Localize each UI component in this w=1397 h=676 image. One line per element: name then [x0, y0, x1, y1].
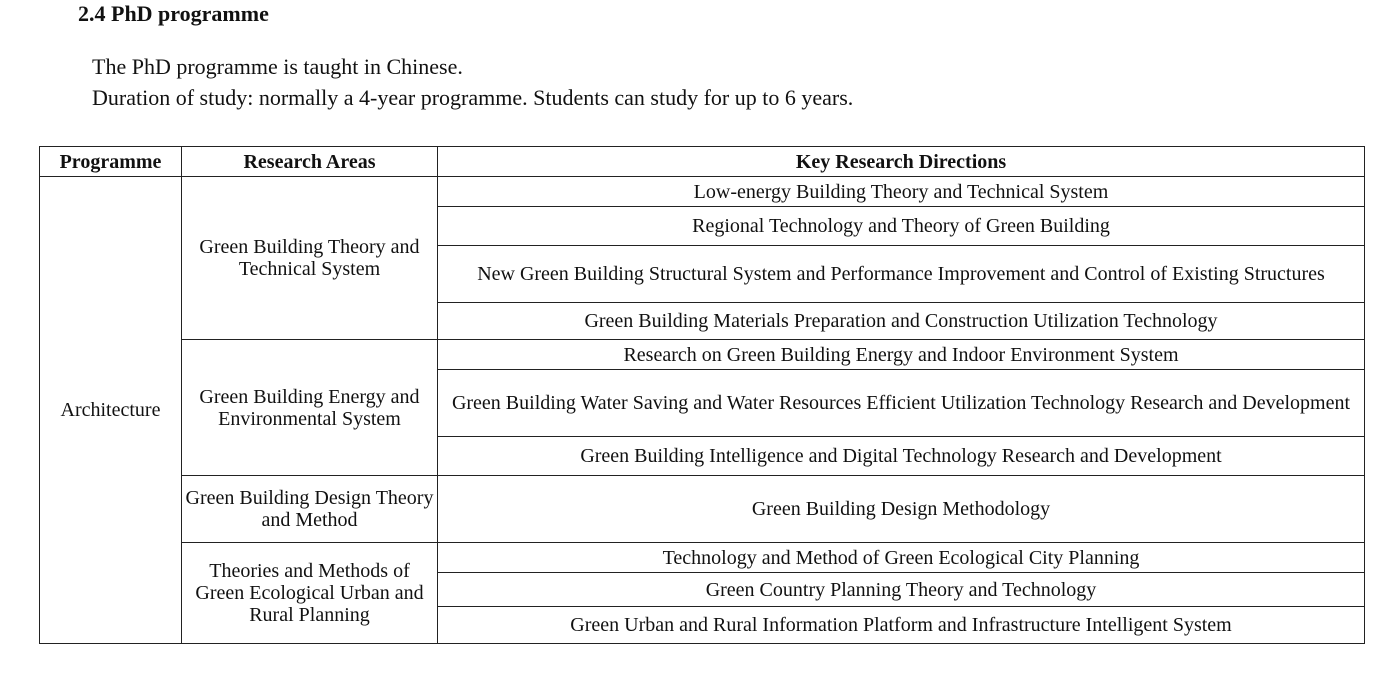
table-row: [40, 476, 1365, 543]
direction-cell: Green Building Intelligence and Digital Technology Research and Development: [438, 437, 1365, 476]
header-research-areas: Research Areas: [182, 147, 438, 177]
programme-cell: Architecture: [40, 177, 182, 644]
research-directions-table: [39, 146, 1365, 644]
header-key-research-directions: Key Research Directions: [438, 147, 1365, 177]
research-area-cell: Green Building Energy and Environmental System: [182, 340, 438, 476]
table-row: [40, 543, 1365, 573]
header-programme: Programme: [40, 147, 182, 177]
direction-cell: Green Building Materials Preparation and Construction Utilization Technology: [438, 303, 1365, 340]
paragraph-duration: Duration of study: normally a 4-year programme. Students can study for up to 6 years.: [92, 85, 854, 110]
direction-cell: Research on Green Building Energy and Indoor Environment System: [438, 340, 1365, 370]
section-heading: 2.4 PhD programme: [78, 1, 269, 26]
direction-cell: Green Building Water Saving and Water Resources Efficient Utilization Technology Research and Development: [438, 370, 1365, 437]
direction-cell: Green Country Planning Theory and Technology: [438, 573, 1365, 607]
research-area-cell: Green Building Design Theory and Method: [182, 476, 438, 543]
research-area-cell: Green Building Theory and Technical System: [182, 177, 438, 340]
research-area-cell: Theories and Methods of Green Ecological Urban and Rural Planning: [182, 543, 438, 644]
paragraph-language: The PhD programme is taught in Chinese.: [92, 54, 463, 79]
direction-cell: Low-energy Building Theory and Technical System: [438, 177, 1365, 207]
table-row: [40, 340, 1365, 370]
direction-cell: Green Urban and Rural Information Platform and Infrastructure Intelligent System: [438, 607, 1365, 644]
direction-cell: Technology and Method of Green Ecological City Planning: [438, 543, 1365, 573]
table-row: [40, 177, 1365, 207]
direction-cell: Regional Technology and Theory of Green Building: [438, 207, 1365, 246]
direction-cell: Green Building Design Methodology: [438, 476, 1365, 543]
direction-cell: New Green Building Structural System and Performance Improvement and Control of Existing Structures: [438, 246, 1365, 303]
table-header-row: [40, 147, 1365, 177]
